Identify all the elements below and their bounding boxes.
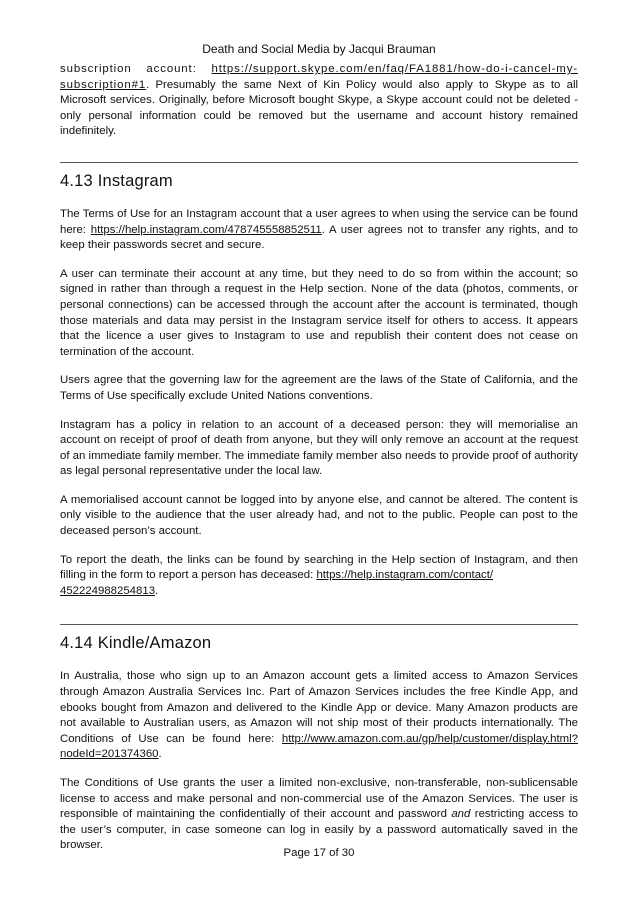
kindle-p2-emphasis: and [451, 808, 471, 821]
instagram-heading: 4.13 Instagram [60, 171, 173, 190]
instagram-p1-text-b: . A user agrees not to transfer any rights, and to keep their passwords secret and secure. [60, 223, 578, 252]
intro-paragraph [60, 62, 578, 140]
instagram-paragraph-2: A user can terminate their account at any time, but they need to do so from within the account; so signed in rather than through a request in the Help section. None of the data (photos, comments, or personal connections) can be accessed through the account after the account is terminated, though those materials and data may persist in the Instagram service itself for others to access. It appears that the licence a user gives to Instagram to use and republish their content does not cease on termination of the account. [60, 267, 578, 358]
section-divider [60, 624, 578, 625]
page-number: Page 17 of 30 [283, 847, 355, 859]
section-divider [60, 162, 578, 163]
intro-text: . Presumably the same Next of Kin Policy would also apply to Skype as to all Microsoft services. Originally, before Microsoft bought Skype, a Skype account could not be deleted - only personal information could be removed but the username and account history remained indefinitely. [60, 78, 578, 138]
skype-link-line2: subscription#1 [60, 78, 147, 91]
contact-link-line2: 452224988254813 [60, 584, 156, 597]
instagram-paragraph-1 [60, 207, 578, 254]
kindle-heading: 4.14 Kindle/Amazon [60, 634, 212, 653]
kindle-p2-text-b: restricting access to the user’s computer, in case someone can log in easily by a password automatically saved in the browser. [60, 808, 578, 852]
instagram-paragraph-3: Users agree that the governing law for the agreement are the laws of the State of California, and the Terms of Use specifically exclude United Nations conventions. [60, 374, 578, 402]
instagram-p6-text-b: . [155, 584, 159, 597]
kindle-p1-text-a: In Australia, those who sign up to an Amazon account gets a limited access to Amazon Services through Amazon Australia Services Inc. Part of Amazon Services includes the free Kindle App, and ebooks bought from Amazon and delivered to the Kindle App or device. Many Amazon products are not available to Australian users, as Amazon will not ship most of their products internationally. The Conditions of Use can be found here: [60, 670, 578, 745]
kindle-paragraph-2 [60, 776, 578, 854]
instagram-paragraph-6 [60, 553, 578, 600]
instagram-section-header [60, 162, 578, 191]
intro-lead: subscription account: [60, 63, 212, 75]
amazon-link-line1: http://www.amazon.com.au/gp/help/customer/ [281, 732, 513, 745]
skype-link-line1: https://support.skype.com/en/faq/FA1881/how-do-i-cancel-my- [211, 63, 578, 75]
kindle-section-header [60, 624, 578, 653]
amazon-link-line2: display.html?nodeId=201374360 [60, 732, 578, 761]
instagram-p1-text-a: The Terms of Use for an Instagram account that a user agrees to when using the service can be found here: [60, 207, 578, 236]
kindle-p2-text-a: The Conditions of Use grants the user a limited non-exclusive, non-transferable, non-sublicensable license to access and make personal and non-commercial use of the Amazon Services. The user is responsible of maintaining the confidentially of their account and password [60, 777, 578, 821]
page-header: Death and Social Media by Jacqui Brauman [202, 42, 436, 56]
kindle-paragraph-1 [60, 669, 578, 763]
kindle-p1-text-b: . [158, 748, 162, 761]
instagram-paragraph-5: A memorialised account cannot be logged into by anyone else, and cannot be altered. The content is only visible to the audience that the user already had, and not to the public. People can post to the deceased person’s account. [60, 493, 578, 538]
contact-link-line1: https://help.instagram.com/contact/ [316, 569, 494, 582]
instagram-terms-link[interactable]: https://help.instagram.com/478745558852511 [90, 223, 322, 236]
page-content [60, 62, 578, 867]
instagram-p6-text-a: To report the death, the links can be found by searching in the Help section of Instagram, and then filling in the form to report a person has deceased: [60, 553, 578, 582]
instagram-paragraph-4: Instagram has a policy in relation to an account of a deceased person: they will memorialise an account on receipt of proof of death from anyone, but they will only remove an account at the request of an immediate family member. The immediate family member also needs to provide proof of authority as legal personal representative under the local law. [60, 418, 578, 478]
